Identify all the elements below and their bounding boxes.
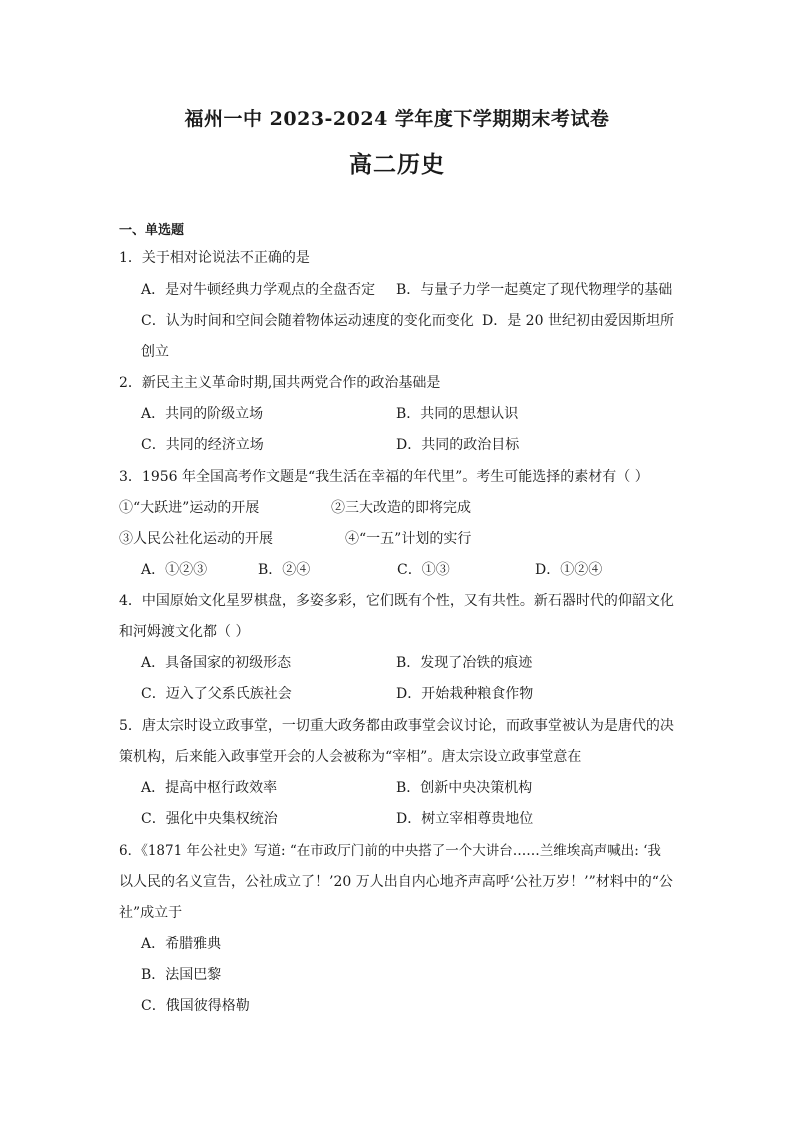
q5-option-b: B．创新中央决策机构 bbox=[396, 780, 533, 796]
q4-option-d: D．开始栽种粮食作物 bbox=[396, 686, 534, 702]
q3-option-a: A．①②③ bbox=[141, 562, 208, 578]
q1-stem: 1．关于相对论说法不正确的是 bbox=[119, 250, 310, 266]
q2-option-b: B．共同的思想认识 bbox=[396, 406, 519, 422]
q1-option-a: A．是对牛顿经典力学观点的全盘否定 bbox=[141, 282, 376, 298]
q1-option-b: B．与量子力学一起奠定了现代物理学的基础 bbox=[396, 282, 673, 298]
q4-option-b: B．发现了冶铁的痕迹 bbox=[396, 655, 533, 671]
q6-option-b: B．法国巴黎 bbox=[141, 967, 222, 983]
q5-option-d: D．树立宰相尊贵地位 bbox=[396, 811, 534, 827]
q6-option-c: C．俄国彼得格勒 bbox=[141, 998, 250, 1014]
q2-option-a: A．共同的阶级立场 bbox=[141, 406, 264, 422]
section-heading: 一、单选题 bbox=[119, 223, 185, 238]
q1-option-d: D．是 20 世纪初由爱因斯坦所 bbox=[482, 313, 674, 329]
exam-title: 福州一中 2023-2024 学年度下学期期末考试卷 bbox=[184, 108, 610, 130]
exam-subject: 高二历史 bbox=[349, 151, 445, 178]
q5-option-c: C．强化中央集权统治 bbox=[141, 811, 278, 827]
q2-stem: 2．新民主主义革命时期,国共两党合作的政治基础是 bbox=[119, 375, 441, 391]
q3-option-b: B．②④ bbox=[258, 562, 311, 578]
q5-stem-line-1: 5．唐太宗时设立政事堂，一切重大政务都由政事堂会议讨论，而政事堂被认为是唐代的决 bbox=[119, 718, 674, 734]
q2-option-c: C．共同的经济立场 bbox=[141, 437, 264, 453]
q5-option-a: A．提高中枢行政效率 bbox=[141, 780, 278, 796]
q3-option-d: D．①②④ bbox=[535, 562, 603, 578]
q2-option-d: D．共同的政治目标 bbox=[396, 437, 520, 453]
q3-stem: 3．1956 年全国高考作文题是“我生活在幸福的年代里”。考生可能选择的素材有（ ） bbox=[119, 469, 649, 485]
q5-stem-line-2: 策机构，后来能入政事堂开会的人会被称为“宰相”。唐太宗设立政事堂意在 bbox=[119, 749, 582, 765]
q1-option-d-continued: 创立 bbox=[141, 344, 169, 360]
q3-item-3: ③人民公社化运动的开展 bbox=[119, 531, 273, 547]
q4-option-a: A．具备国家的初级形态 bbox=[141, 655, 292, 671]
q4-option-c: C．迈入了父系氏族社会 bbox=[141, 686, 292, 702]
q6-stem-line-3: 社”成立于 bbox=[119, 905, 183, 921]
q3-item-4: ④“一五”计划的实行 bbox=[345, 531, 472, 547]
q3-item-2: ②三大改造的即将完成 bbox=[331, 500, 471, 516]
q6-stem-line-2: 以人民的名义宣告，公社成立了！’20 万人出自内心地齐声高呼‘公社万岁！’”材料中的“公 bbox=[119, 874, 673, 890]
q4-stem-line-1: 4．中国原始文化星罗棋盘，多姿多彩，它们既有个性，又有共性。新石器时代的仰韶文化 bbox=[119, 593, 674, 609]
q3-option-c: C．①③ bbox=[397, 562, 450, 578]
q4-stem-line-2: 和河姆渡文化都（ ） bbox=[119, 624, 250, 640]
q6-option-a: A．希腊雅典 bbox=[141, 936, 222, 952]
q3-item-1: ①“大跃进”运动的开展 bbox=[119, 500, 260, 516]
q6-stem-line-1: 6．《1871 年公社史》写道: “在市政厅门前的中央搭了一个大讲台……兰维埃高声喊出: ‘我 bbox=[119, 843, 661, 859]
q1-option-c: C．认为时间和空间会随着物体运动速度的变化而变化 bbox=[141, 313, 474, 329]
